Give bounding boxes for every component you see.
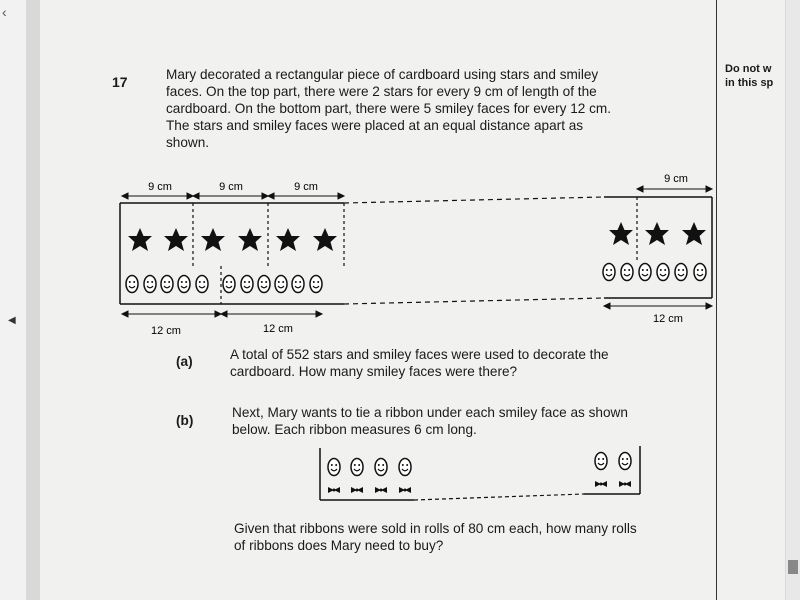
part-b-question bbox=[234, 520, 714, 554]
caret-left-icon[interactable]: ◀ bbox=[8, 315, 16, 326]
dimension-label: 9 cm bbox=[148, 181, 172, 193]
part-b-label: (b) bbox=[176, 413, 194, 428]
cardboard-break-lines bbox=[344, 197, 604, 304]
question-line: faces. On the top part, there were 2 stars for every 9 cm of length of the bbox=[166, 84, 597, 99]
smiley-icon bbox=[375, 459, 387, 476]
smiley-icon bbox=[639, 264, 651, 281]
dimension-label: 12 cm bbox=[151, 325, 181, 337]
smiley-icon bbox=[603, 264, 615, 281]
part-b-text bbox=[232, 404, 712, 438]
dimension-label: 9 cm bbox=[294, 181, 318, 193]
question-line: cardboard. On the bottom part, there were 5 smiley faces for every 12 cm. bbox=[166, 101, 612, 116]
part-a-line: cardboard. How many smiley faces were there? bbox=[230, 364, 518, 379]
part-a-line: A total of 552 stars and smiley faces were used to decorate the bbox=[230, 347, 609, 362]
star-icon bbox=[609, 222, 633, 245]
dimension-label: 12 cm bbox=[653, 313, 683, 325]
smiley-icon bbox=[161, 276, 173, 293]
cardboard-rect bbox=[120, 197, 712, 304]
part-b-question-line: of ribbons does Mary need to buy? bbox=[234, 538, 444, 553]
smiley-icon bbox=[399, 459, 411, 476]
part-a-label: (a) bbox=[176, 354, 193, 369]
star-icon bbox=[164, 228, 188, 251]
ribbon-bow-icon bbox=[351, 487, 363, 493]
smiley-icon bbox=[241, 276, 253, 293]
part-b-line: Next, Mary wants to tie a ribbon under each smiley face as shown bbox=[232, 405, 628, 420]
star-icon bbox=[645, 222, 669, 245]
ribbon-bow-icon bbox=[328, 487, 340, 493]
smiley-icon bbox=[196, 276, 208, 293]
smiley-icon bbox=[694, 264, 706, 281]
star-icon bbox=[201, 228, 225, 251]
part-b-line: below. Each ribbon measures 6 cm long. bbox=[232, 422, 477, 437]
ribbon-bow-icon bbox=[619, 481, 631, 487]
smiley-icon bbox=[275, 276, 287, 293]
smiley-icon bbox=[351, 459, 363, 476]
smiley-icon bbox=[595, 453, 607, 470]
smiley-icon bbox=[621, 264, 633, 281]
ribbon-diagram bbox=[320, 446, 640, 500]
dimension-label: 9 cm bbox=[664, 173, 688, 185]
part-a-text bbox=[230, 346, 710, 380]
ribbon-bow-icon bbox=[595, 481, 607, 487]
star-icon bbox=[682, 222, 706, 245]
smiley-icon bbox=[619, 453, 631, 470]
star-icon bbox=[313, 228, 337, 251]
part-b-question-line: Given that ribbons were sold in rolls of 80 cm each, how many rolls bbox=[234, 521, 637, 536]
dimension-label: 12 cm bbox=[263, 323, 293, 335]
smiley-icon bbox=[292, 276, 304, 293]
smiley-icon bbox=[675, 264, 687, 281]
question-line: Mary decorated a rectangular piece of cardboard using stars and smiley bbox=[166, 67, 599, 82]
chevron-left-icon: ‹ bbox=[2, 4, 7, 20]
star-icon bbox=[238, 228, 262, 251]
question-number: 17 bbox=[112, 74, 128, 90]
margin-note-line: Do not w bbox=[725, 63, 772, 75]
question-line: The stars and smiley faces were placed at an equal distance apart as bbox=[166, 118, 584, 133]
smiley-icon bbox=[310, 276, 322, 293]
star-icon bbox=[276, 228, 300, 251]
star-icon bbox=[128, 228, 152, 251]
smiley-icon bbox=[126, 276, 138, 293]
smiley-icon bbox=[657, 264, 669, 281]
ribbon-bow-icon bbox=[399, 487, 411, 493]
smiley-icon bbox=[144, 276, 156, 293]
ribbon-bow-icon bbox=[375, 487, 387, 493]
margin-note-line: in this sp bbox=[725, 77, 774, 89]
question-line: shown. bbox=[166, 135, 210, 150]
smiley-icon bbox=[258, 276, 270, 293]
bottom-dimension-arrows bbox=[122, 303, 712, 317]
dimension-label: 9 cm bbox=[219, 181, 243, 193]
smiley-icon bbox=[223, 276, 235, 293]
smiley-icon bbox=[328, 459, 340, 476]
smiley-icon bbox=[178, 276, 190, 293]
